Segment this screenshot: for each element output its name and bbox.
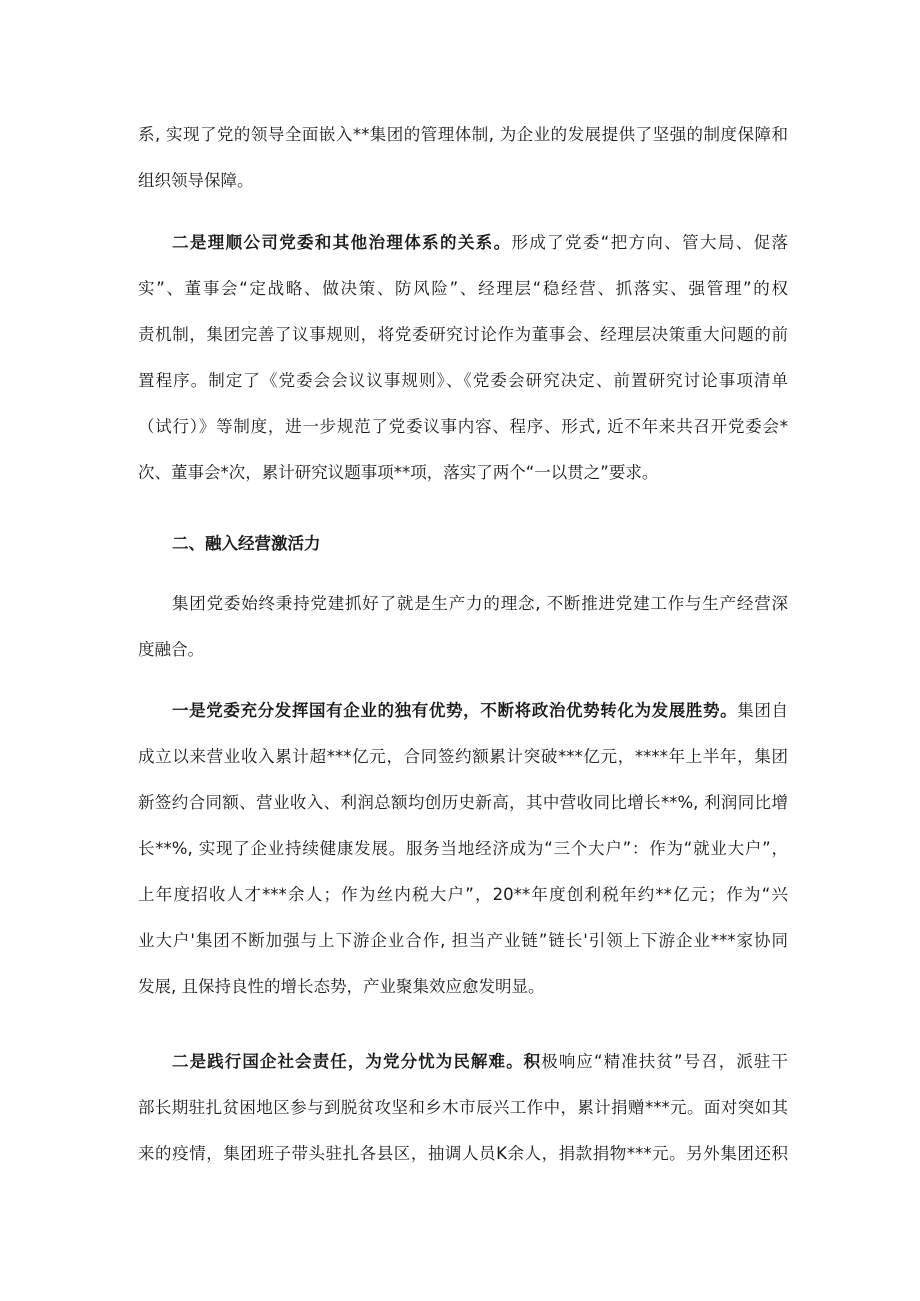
text-line: 成立以来营业收入累计超***亿元，合同签约额累计突破***亿元，****年上半年，集团 [138,747,788,766]
text-line: 集团党委始终秉持党建抓好了就是生产力的理念, 不断推进党建工作与生产经营深 [172,594,788,613]
text-line: 度融合。 [138,640,204,659]
text-line: 系, 实现了党的领导全面嵌入**集团的管理体制, 为企业的发展提供了坚强的制度保障和 [138,125,788,144]
paragraph-heading: 二是践行国企社会责任，为党分忧为民解难。积 [172,1052,542,1071]
text-line [138,1039,788,1085]
text-line: 置程序。制定了《党委会会议议事规则》、《党委会研究决定、前置研究讨论事项清单 [138,371,788,390]
section-title: 二、融入经营激活力 [172,534,321,553]
text-line [138,521,788,567]
text-line: 新签约合同额、营业收入、利润总额均创历史新高，其中营收同比增长**%, 利润同比增 [138,793,788,812]
text-line [138,220,788,266]
paragraph-social-responsibility [138,1039,788,1177]
text-line: 来的疫情，集团班子带头驻扎各县区，抽调人员K余人，捐款捐物***元。另外集团还积 [138,1144,788,1163]
text-line: 次、董事会*次，累计研究议题事项**项，落实了两个“一以贯之”要求。 [138,463,659,482]
section-heading [138,521,788,567]
text-line: 发展, 且保持良性的增长态势，产业聚集效应愈发明显。 [138,977,545,996]
text-line: （试行）》等制度，进一步规范了党委议事内容、程序、形式, 近不年来共召开党委会* [138,417,788,436]
text-line: 实”、董事会“定战略、做决策、防风险”、经理层“稳经营、抓落实、强管理”的权 [138,279,788,298]
text-span: 集团自 [737,701,789,720]
paragraph-continuation [138,112,788,204]
paragraph-advantages [138,688,788,1010]
text-span: 形成了党委“把方向、管大局、促落 [511,233,788,252]
text-span: 极响应“精准扶贫”号召，派驻干 [541,1052,788,1071]
text-line: 组织领导保障。 [138,171,254,190]
paragraph-intro [138,581,788,673]
text-line: 长**%, 实现了企业持续健康发展。服务当地经济成为“三个大户”：作为“就业大户”， [138,839,788,858]
text-line: 责机制，集团完善了议事规则，将党委研究讨论作为董事会、经理层决策重大问题的前 [138,325,788,344]
paragraph-heading: 一是党委充分发挥国有企业的独有优势，不断将政治优势转化为发展胜势。 [172,701,738,720]
text-line: 上年度招收人才***余人；作为丝内税大户”，20**年度创利税年约**亿元；作为“兴 [138,885,788,904]
paragraph-heading: 二是理顺公司党委和其他治理体系的关系。 [172,233,512,252]
text-line [138,688,788,734]
paragraph-governance [138,220,788,496]
text-line: 业大户'集团不断加强与上下游企业合作, 担当产业链”链长'引领上下游企业***家协同 [138,931,788,950]
text-line: 部长期驻扎贫困地区参与到脱贫攻坚和乡木市辰兴工作中，累计捐赠***元。面对突如其 [138,1098,788,1117]
